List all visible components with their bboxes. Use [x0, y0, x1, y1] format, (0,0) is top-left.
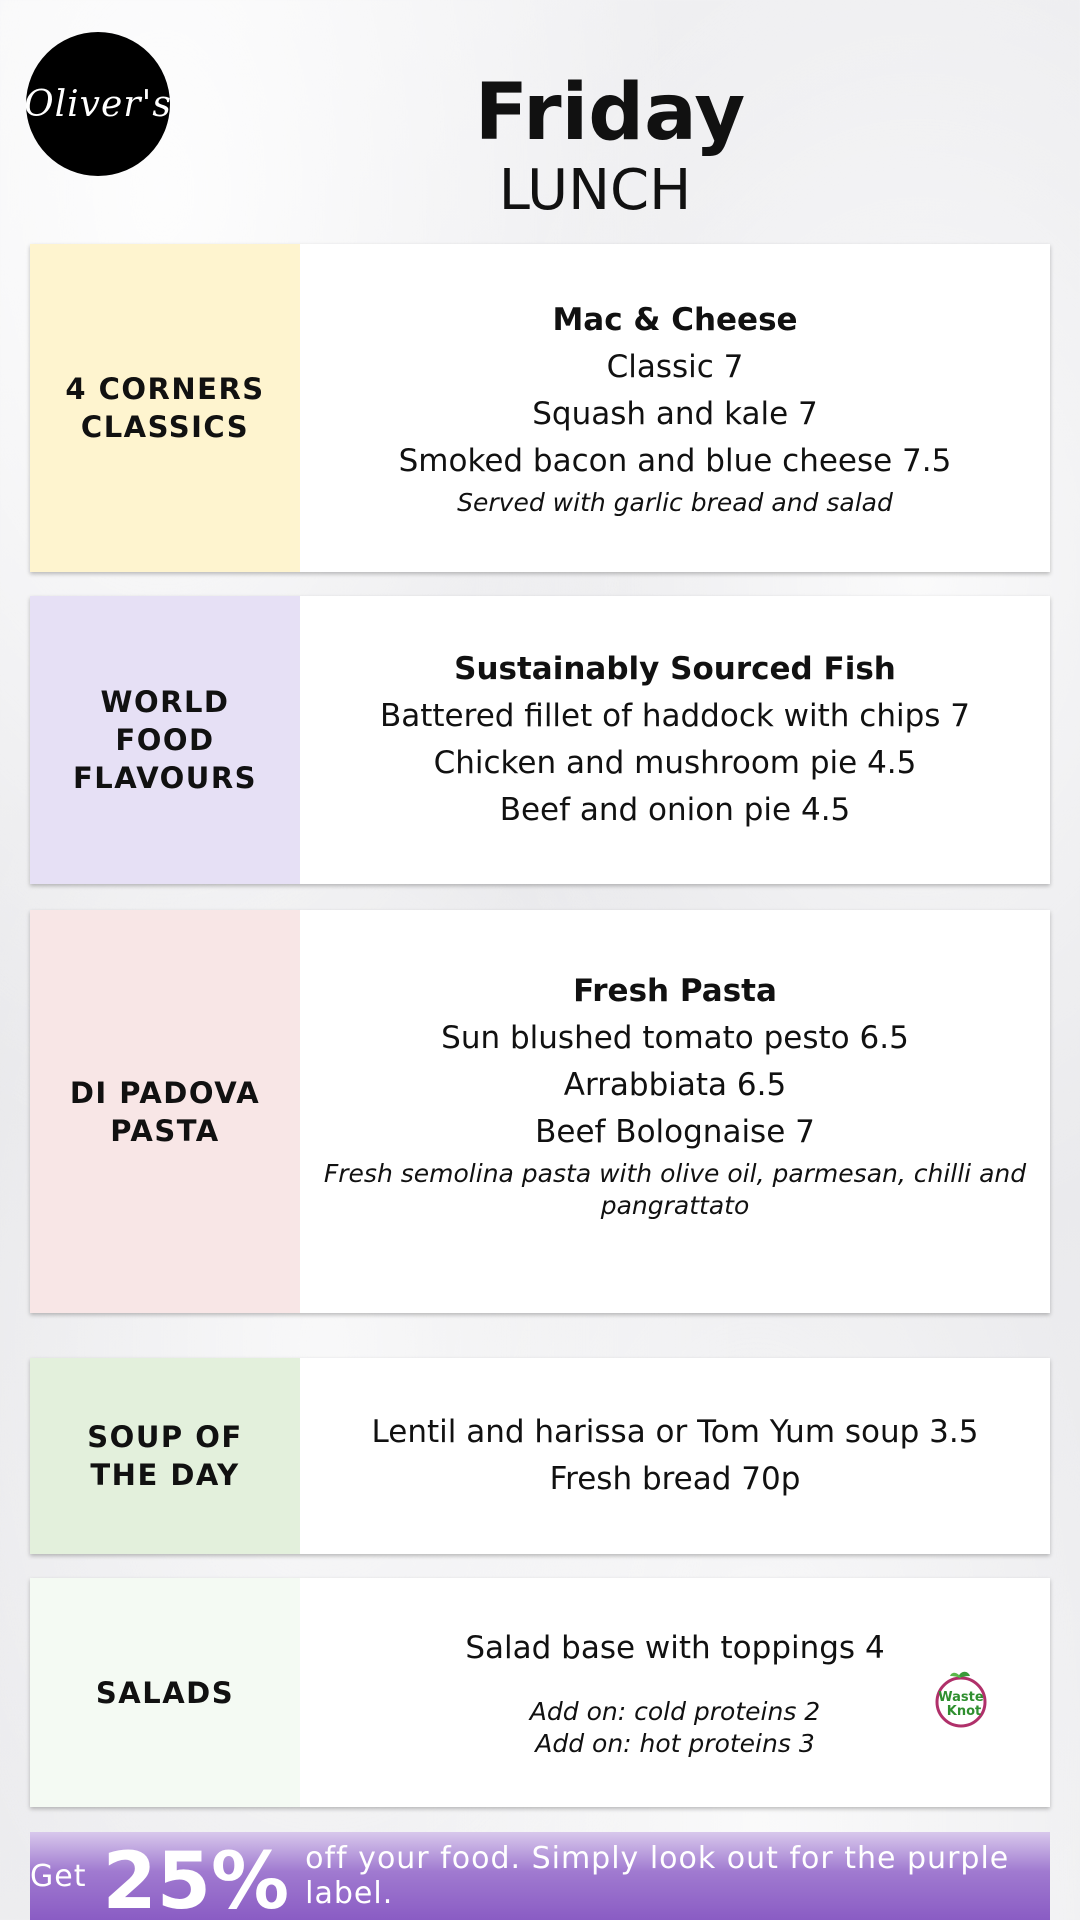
- menu-note: Served with garlic bread and salad: [457, 488, 893, 517]
- category-label: DI PADOVA PASTA: [30, 910, 300, 1313]
- menu-item: Beef Bolognaise 7: [535, 1114, 815, 1150]
- menu-item: Squash and kale 7: [532, 396, 818, 432]
- menu-note: Fresh semolina pasta with olive oil, parmesan, chilli and pangrattato: [323, 1159, 1027, 1220]
- menu-item: Smoked bacon and blue cheese 7.5: [398, 443, 952, 479]
- day-title: Friday: [474, 68, 746, 158]
- category-label: SOUP OF THE DAY: [30, 1358, 300, 1554]
- menu-content: [300, 1358, 1050, 1554]
- menu-heading: Mac & Cheese: [552, 302, 798, 338]
- menu-item: Classic 7: [606, 349, 744, 385]
- section-world-food-flavours: [30, 596, 1050, 884]
- menu-item: Battered fillet of haddock with chips 7: [379, 698, 971, 734]
- meal-subtitle: LUNCH: [498, 158, 692, 223]
- section-salads: [30, 1578, 1050, 1807]
- menu-item: Arrabbiata 6.5: [563, 1067, 787, 1103]
- menu-content: [300, 596, 1050, 884]
- section-di-padova-pasta: [30, 910, 1050, 1313]
- badge-line-2: Knot: [946, 1704, 982, 1719]
- waste-knot-badge-icon: [930, 1668, 992, 1730]
- category-label: SALADS: [30, 1578, 300, 1807]
- category-label: WORLD FOOD FLAVOURS: [30, 596, 300, 884]
- menu-content: [300, 244, 1050, 572]
- menu-heading: Sustainably Sourced Fish: [454, 651, 896, 687]
- menu-item: Lentil and harissa or Tom Yum soup 3.5: [371, 1414, 979, 1450]
- addon-item: Add on: hot proteins 3: [535, 1729, 815, 1758]
- banner-prefix: Get: [30, 1858, 87, 1894]
- menu-content: [300, 910, 1050, 1313]
- banner-highlight: 25%: [102, 1837, 290, 1920]
- section-soup-of-the-day: [30, 1358, 1050, 1554]
- section-4-corners-classics: [30, 244, 1050, 572]
- menu-item: Beef and onion pie 4.5: [499, 792, 851, 828]
- menu-heading: Fresh Pasta: [573, 973, 777, 1009]
- menu-item: Salad base with toppings 4: [465, 1630, 885, 1666]
- banner-suffix: off your food. Simply look out for the purple label.: [305, 1841, 1010, 1911]
- menu-item: Chicken and mushroom pie 4.5: [433, 745, 917, 781]
- badge-line-1: Waste: [938, 1690, 984, 1705]
- menu-content: [300, 1578, 1050, 1807]
- menu-item: Fresh bread 70p: [549, 1461, 801, 1497]
- category-label: 4 CORNERS CLASSICS: [30, 244, 300, 572]
- promo-banner: [30, 1832, 1050, 1920]
- menu-item: Sun blushed tomato pesto 6.5: [441, 1020, 909, 1056]
- addon-item: Add on: cold proteins 2: [529, 1697, 821, 1726]
- logo-text: Oliver's: [24, 83, 172, 125]
